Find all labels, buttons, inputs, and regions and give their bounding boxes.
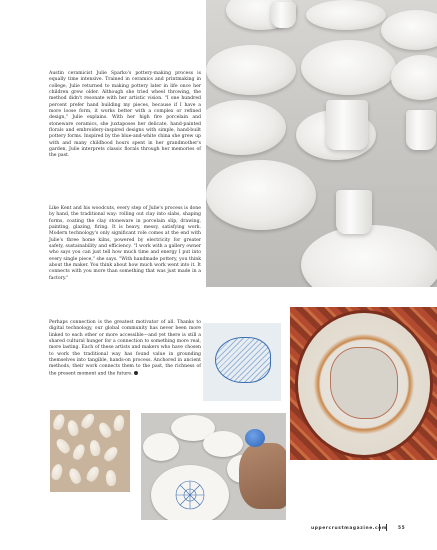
spoon bbox=[52, 413, 67, 431]
spoon bbox=[89, 439, 102, 456]
paragraph-text: Austin ceramicist Julie Sparko's pottery-making process is equally time intensive. Trained in ceramics and printmaking in college, Julie returned to making pottery later in life once her children grew older. Although she tried wheel throwing, the method didn't resonate with her artistic vision. "I one hundred percent prefer hand building my pieces, because if I have a more loose form, it works better with a complex or refined design," Julie explains. With her high fire porcelain and stoneware ceramics, she juxtaposes her delicate, hand-painted florals and embroidery-inspired designs with simple, hand-built pottery forms. Inspired by the blue-and-white china she grew up with and many childhood hours spent in her grandmother's garden, Julie interprets classic florals through her memories of the past. bbox=[49, 71, 201, 159]
spoon bbox=[67, 467, 83, 486]
plate bbox=[143, 433, 179, 461]
spoons-photo bbox=[50, 410, 130, 492]
bowl bbox=[206, 100, 286, 155]
spoon bbox=[71, 443, 87, 462]
spoon bbox=[113, 414, 126, 431]
cup bbox=[406, 110, 436, 150]
plate bbox=[381, 10, 437, 50]
spoon bbox=[79, 412, 96, 431]
website-url: uppercrustmagazine.com bbox=[311, 526, 388, 531]
plate bbox=[301, 225, 437, 287]
page-footer bbox=[300, 524, 430, 534]
paragraph-text: Like Kent and his woodcuts, every step of Julie's process is done by hand, the traditional way: rolling out clay into slabs, shaping forms, coating the clay stoneware in porcelain slip, drawing, painting, glazing, firing. It is heavy, messy, satisfying work. Modern technology's only significant role comes at the end with Julie's three home kilns, powered by electricity for greater safety, sustainability and efficiency. "I work with a gallery owner who says you can just tell how much time and energy I put into every single piece," she says. "With handmade pottery, you think about the maker. You think about how much work went into it. It connects with you more than something that was just made in a factory." bbox=[49, 206, 201, 281]
flower-pattern-icon bbox=[151, 465, 229, 520]
painting-plates-photo bbox=[141, 413, 286, 520]
article-paragraph-1 bbox=[49, 71, 201, 160]
decorated-plate-photo bbox=[290, 307, 437, 460]
cup bbox=[271, 2, 296, 28]
plate bbox=[306, 0, 386, 30]
cup bbox=[326, 100, 368, 150]
end-mark-icon bbox=[134, 371, 138, 375]
spoon bbox=[105, 470, 116, 487]
plate bbox=[206, 160, 316, 230]
bird-plate-photo bbox=[203, 323, 281, 401]
article-paragraph-3 bbox=[49, 320, 201, 378]
plate bbox=[203, 431, 243, 457]
ceramics-stack-photo bbox=[206, 0, 437, 287]
glaze-bulb bbox=[245, 429, 265, 447]
page-number: 55 bbox=[398, 526, 406, 531]
cup bbox=[336, 190, 372, 234]
article-paragraph-2 bbox=[49, 206, 201, 282]
plate-center bbox=[330, 347, 398, 419]
hand bbox=[239, 443, 286, 509]
spoon bbox=[97, 421, 114, 440]
plate bbox=[151, 465, 229, 520]
spoon bbox=[50, 463, 64, 481]
footer-separator bbox=[379, 524, 387, 531]
plate bbox=[206, 45, 296, 95]
plate bbox=[391, 55, 437, 100]
spoon bbox=[85, 465, 102, 484]
paragraph-text bbox=[49, 320, 201, 378]
spoon bbox=[102, 445, 120, 464]
paragraph-body: Perhaps connection is the greatest motivator of all. Thanks to digital technology, our global community has never been more linked to each other or more accessible—and yet there is still a shared cultural hunger for a connection to something more real, more lasting. Each of these artists and makers who have chosen to work the traditional way has found value in grounding themselves into tangible, hands-on process. Anchored in ancient methods, their work connects them to the past, the richness of the present moment and the future. bbox=[49, 320, 201, 377]
bird-drawing bbox=[215, 337, 271, 383]
plate bbox=[301, 40, 396, 95]
spoon bbox=[54, 437, 72, 456]
spoon bbox=[66, 419, 80, 437]
